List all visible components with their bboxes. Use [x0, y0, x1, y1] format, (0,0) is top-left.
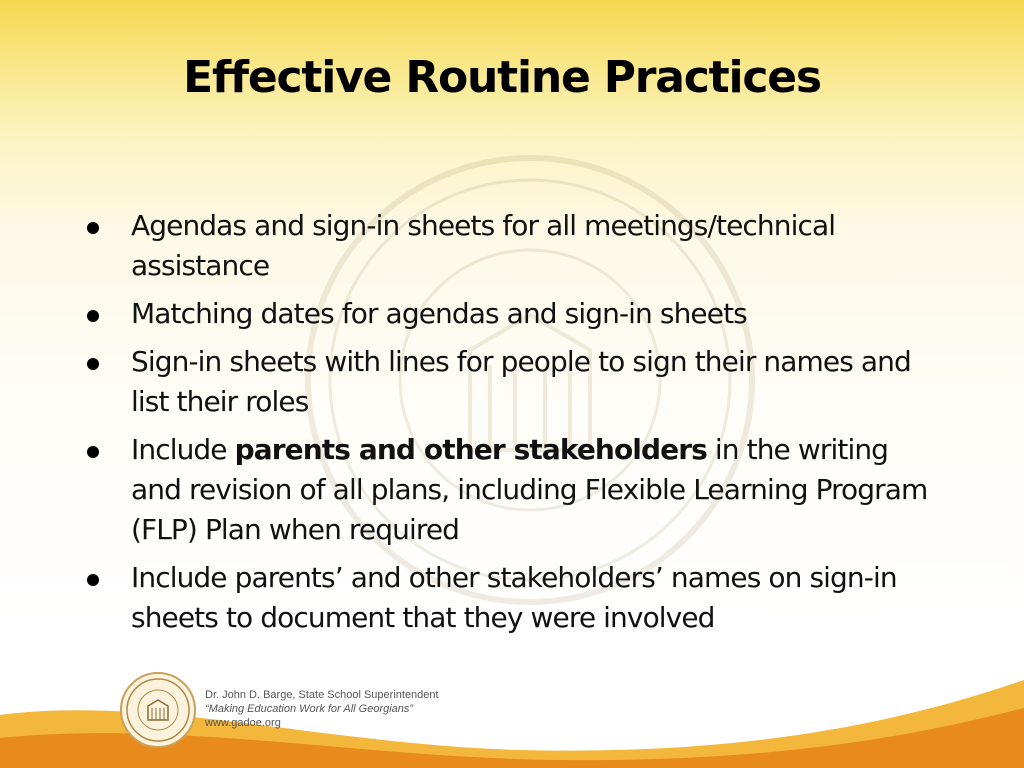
bullet-dot-icon: [87, 358, 99, 370]
footer-superintendent: Dr. John D. Barge, State School Superintendent: [205, 689, 439, 701]
bullet-text-emphasis: parents and other stakeholders: [234, 433, 707, 466]
bullet-item: [80, 342, 940, 422]
footer-motto: “Making Education Work for All Georgians”: [205, 703, 414, 715]
bullet-item: [80, 558, 940, 638]
bullet-list: [80, 206, 940, 646]
bullet-text: Agendas and sign-in sheets for all meetings/technical assistance: [131, 209, 836, 282]
bullet-dot-icon: [87, 446, 99, 458]
slide-title: Effective Routine Practices: [183, 52, 821, 103]
bullet-text-tail: in the writing and revision of all plans, including Flexible Learning Program (FLP) Plan when required: [131, 433, 928, 546]
bullet-dot-icon: [87, 222, 99, 234]
bullet-text: Matching dates for agendas and sign-in sheets: [131, 297, 747, 330]
bullet-text: [131, 433, 927, 546]
footer-credits: [205, 688, 439, 730]
bullet-dot-icon: [87, 310, 99, 322]
georgia-seal-icon: [122, 674, 194, 746]
bullet-item: [80, 430, 940, 550]
bullet-text: Include parents’ and other stakeholders’ names on sign-in sheets to document that they were involved: [131, 561, 897, 634]
bullet-item: [80, 206, 940, 286]
bullet-text: Sign-in sheets with lines for people to sign their names and list their roles: [131, 345, 911, 418]
footer-logo-seal: [120, 672, 196, 748]
footer-website-link[interactable]: www.gadoe.org: [205, 717, 281, 729]
bullet-dot-icon: [87, 574, 99, 586]
bullet-text-lead: Include: [131, 433, 235, 466]
bullet-item: [80, 294, 940, 334]
